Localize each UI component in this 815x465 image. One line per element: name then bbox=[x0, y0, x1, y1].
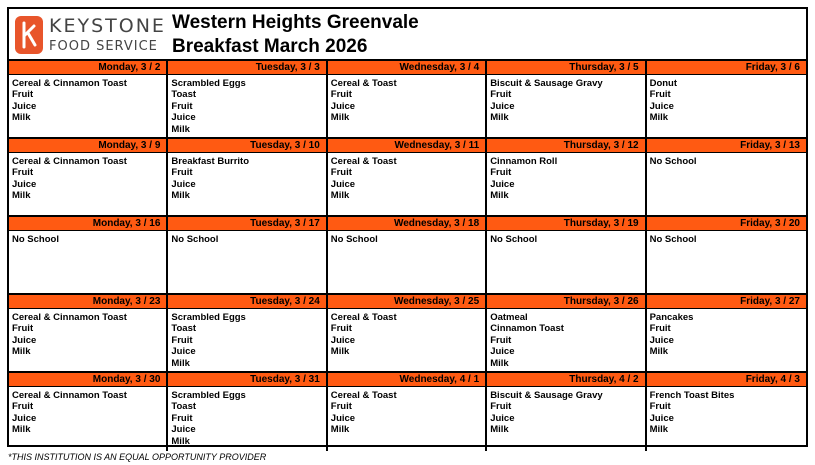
menu-item: Scrambled Eggs bbox=[171, 78, 246, 89]
day-cell bbox=[328, 217, 487, 295]
menu-item: Fruit bbox=[330, 323, 352, 335]
menu-item-list bbox=[168, 387, 325, 447]
day-header: Wednesday, 3 / 4 bbox=[328, 61, 485, 75]
day-cell bbox=[9, 61, 168, 139]
day-header: Tuesday, 3 / 10 bbox=[168, 139, 325, 153]
menu-item: No School bbox=[649, 234, 697, 245]
day-header: Tuesday, 3 / 3 bbox=[168, 61, 325, 75]
day-header: Thursday, 4 / 2 bbox=[487, 373, 644, 387]
menu-item: Fruit bbox=[649, 323, 671, 335]
menu-item: Milk bbox=[330, 424, 350, 436]
menu-item: Milk bbox=[171, 357, 190, 369]
menu-item: Milk bbox=[490, 112, 509, 124]
menu-item: Juice bbox=[490, 100, 515, 112]
menu-item: Juice bbox=[490, 412, 515, 424]
menu-item: Cereal & Toast bbox=[330, 156, 397, 167]
menu-item-list bbox=[9, 309, 166, 358]
menu-item: Juice bbox=[330, 100, 356, 112]
day-cell bbox=[328, 373, 487, 451]
day-header: Wednesday, 3 / 25 bbox=[328, 295, 485, 309]
menu-item-list bbox=[328, 231, 485, 245]
footer-disclaimer: *THIS INSTITUTION IS AN EQUAL OPPORTUNITY PROVIDER bbox=[8, 452, 267, 462]
menu-header bbox=[9, 9, 806, 61]
menu-item: Milk bbox=[171, 123, 190, 135]
menu-item: Cereal & Toast bbox=[330, 312, 397, 323]
menu-item: Juice bbox=[171, 346, 196, 358]
page-title bbox=[172, 11, 419, 59]
day-header: Friday, 3 / 27 bbox=[647, 295, 806, 309]
menu-item-list bbox=[168, 75, 325, 135]
menu-item: Toast bbox=[171, 323, 197, 335]
day-header: Friday, 4 / 3 bbox=[647, 373, 806, 387]
menu-item: Fruit bbox=[649, 401, 671, 413]
menu-item: Cinnamon Toast bbox=[490, 323, 564, 335]
menu-item: Cereal & Cinnamon Toast bbox=[12, 78, 127, 89]
keystone-logo bbox=[15, 14, 165, 56]
menu-item: Fruit bbox=[12, 401, 34, 413]
day-cell bbox=[487, 373, 646, 451]
day-cell bbox=[168, 61, 327, 139]
menu-item: Cinnamon Roll bbox=[490, 156, 558, 167]
day-header: Monday, 3 / 30 bbox=[9, 373, 166, 387]
menu-item: Oatmeal bbox=[490, 312, 528, 323]
menu-item-list bbox=[487, 309, 644, 369]
day-cell bbox=[487, 217, 646, 295]
menu-item: Cereal & Cinnamon Toast bbox=[12, 156, 127, 167]
menu-item-list bbox=[9, 153, 166, 202]
day-cell bbox=[328, 61, 487, 139]
day-cell bbox=[647, 217, 806, 295]
menu-item: Fruit bbox=[171, 100, 193, 112]
menu-item: Milk bbox=[171, 190, 190, 202]
menu-item-list bbox=[328, 387, 485, 436]
menu-item-list bbox=[168, 231, 325, 245]
menu-item: Cereal & Toast bbox=[330, 390, 397, 401]
menu-item: Juice bbox=[649, 334, 674, 346]
menu-item: Milk bbox=[649, 424, 669, 436]
menu-item-list bbox=[9, 75, 166, 124]
day-cell bbox=[9, 373, 168, 451]
menu-item: Juice bbox=[171, 178, 196, 190]
day-header: Friday, 3 / 20 bbox=[647, 217, 806, 231]
menu-item: Juice bbox=[330, 412, 356, 424]
menu-item: Fruit bbox=[490, 401, 512, 413]
menu-item: Fruit bbox=[490, 334, 512, 346]
day-header: Friday, 3 / 6 bbox=[647, 61, 806, 75]
menu-item-list bbox=[328, 75, 485, 124]
menu-item: Fruit bbox=[490, 89, 512, 101]
menu-item-list bbox=[487, 231, 644, 245]
menu-item: Milk bbox=[12, 190, 31, 202]
day-header: Wednesday, 3 / 11 bbox=[328, 139, 485, 153]
menu-item: Fruit bbox=[12, 167, 34, 179]
day-cell bbox=[9, 217, 168, 295]
menu-item: Milk bbox=[490, 190, 509, 202]
menu-calendar-grid bbox=[9, 61, 806, 451]
menu-item: Juice bbox=[12, 100, 37, 112]
day-header: Thursday, 3 / 26 bbox=[487, 295, 644, 309]
menu-item: Fruit bbox=[330, 167, 352, 179]
menu-sheet bbox=[7, 7, 808, 447]
menu-item: Milk bbox=[330, 112, 350, 124]
menu-item-list bbox=[487, 387, 644, 436]
day-cell bbox=[487, 139, 646, 217]
menu-item-list bbox=[647, 153, 806, 167]
day-header: Friday, 3 / 13 bbox=[647, 139, 806, 153]
day-cell bbox=[168, 139, 327, 217]
menu-item: Milk bbox=[490, 424, 509, 436]
menu-item: Juice bbox=[12, 178, 37, 190]
menu-item: Fruit bbox=[330, 89, 352, 101]
day-header: Monday, 3 / 9 bbox=[9, 139, 166, 153]
day-header: Monday, 3 / 23 bbox=[9, 295, 166, 309]
day-header: Thursday, 3 / 19 bbox=[487, 217, 644, 231]
day-header: Thursday, 3 / 5 bbox=[487, 61, 644, 75]
menu-item-list bbox=[647, 231, 806, 245]
menu-item: Milk bbox=[330, 190, 350, 202]
menu-item: Scrambled Eggs bbox=[171, 390, 246, 401]
menu-item: Juice bbox=[330, 178, 356, 190]
menu-item-list bbox=[487, 75, 644, 124]
day-header: Monday, 3 / 2 bbox=[9, 61, 166, 75]
menu-item-list bbox=[168, 153, 325, 202]
menu-item: No School bbox=[330, 234, 378, 245]
menu-item: Toast bbox=[171, 89, 197, 101]
day-header: Tuesday, 3 / 17 bbox=[168, 217, 325, 231]
menu-item: Biscuit & Sausage Gravy bbox=[490, 390, 603, 401]
menu-item: No School bbox=[649, 156, 697, 167]
menu-item: Donut bbox=[649, 78, 678, 89]
day-cell bbox=[647, 61, 806, 139]
day-cell bbox=[168, 295, 327, 373]
menu-item: Breakfast Burrito bbox=[171, 156, 249, 167]
menu-item: Milk bbox=[12, 346, 31, 358]
menu-item: No School bbox=[12, 234, 59, 245]
day-header: Tuesday, 3 / 24 bbox=[168, 295, 325, 309]
menu-item: Juice bbox=[12, 412, 37, 424]
menu-item: French Toast Bites bbox=[649, 390, 735, 401]
menu-item: Fruit bbox=[171, 334, 193, 346]
menu-item: Fruit bbox=[12, 89, 34, 101]
menu-item-list bbox=[9, 387, 166, 436]
menu-item: Cereal & Cinnamon Toast bbox=[12, 312, 127, 323]
menu-item: Cereal & Toast bbox=[330, 78, 397, 89]
day-cell bbox=[647, 295, 806, 373]
menu-item: No School bbox=[490, 234, 538, 245]
menu-item-list bbox=[328, 153, 485, 202]
menu-item: Juice bbox=[490, 346, 515, 358]
day-cell bbox=[328, 139, 487, 217]
menu-item: Juice bbox=[171, 112, 196, 124]
menu-item: Pancakes bbox=[649, 312, 694, 323]
day-cell bbox=[9, 139, 168, 217]
logo-wordmark-top: KEYSTONE bbox=[49, 15, 166, 37]
menu-item-list bbox=[168, 309, 325, 369]
menu-item: Fruit bbox=[649, 89, 671, 101]
day-header: Thursday, 3 / 12 bbox=[487, 139, 644, 153]
day-header: Monday, 3 / 16 bbox=[9, 217, 166, 231]
menu-item: Fruit bbox=[171, 167, 193, 179]
menu-item: Juice bbox=[330, 334, 356, 346]
menu-item: Fruit bbox=[12, 323, 34, 335]
menu-item: Milk bbox=[649, 112, 669, 124]
menu-item: Juice bbox=[649, 100, 674, 112]
menu-item: Juice bbox=[171, 424, 196, 436]
day-header: Wednesday, 3 / 18 bbox=[328, 217, 485, 231]
menu-item: Juice bbox=[490, 178, 515, 190]
menu-item-list bbox=[328, 309, 485, 358]
day-cell bbox=[487, 295, 646, 373]
menu-item-list bbox=[647, 75, 806, 124]
menu-item: Cereal & Cinnamon Toast bbox=[12, 390, 127, 401]
day-header: Wednesday, 4 / 1 bbox=[328, 373, 485, 387]
day-cell bbox=[647, 139, 806, 217]
menu-item: Milk bbox=[171, 435, 190, 447]
menu-item: Scrambled Eggs bbox=[171, 312, 246, 323]
menu-item-list bbox=[487, 153, 644, 202]
day-cell bbox=[487, 61, 646, 139]
menu-item: Biscuit & Sausage Gravy bbox=[490, 78, 603, 89]
menu-item-list bbox=[647, 309, 806, 358]
day-cell bbox=[9, 295, 168, 373]
menu-item: Toast bbox=[171, 401, 197, 413]
menu-item: Milk bbox=[12, 112, 31, 124]
menu-item: Milk bbox=[649, 346, 669, 358]
menu-item: Fruit bbox=[490, 167, 512, 179]
day-cell bbox=[168, 373, 327, 451]
menu-item: Juice bbox=[649, 412, 674, 424]
title-month: Breakfast March 2026 bbox=[172, 36, 368, 57]
title-school: Western Heights Greenvale bbox=[172, 12, 419, 33]
day-cell bbox=[168, 217, 327, 295]
menu-item: No School bbox=[171, 234, 219, 245]
day-header: Tuesday, 3 / 31 bbox=[168, 373, 325, 387]
menu-item: Milk bbox=[12, 424, 31, 436]
day-cell bbox=[328, 295, 487, 373]
menu-item: Juice bbox=[12, 334, 37, 346]
keystone-k-icon bbox=[15, 16, 43, 54]
menu-item: Fruit bbox=[171, 412, 193, 424]
menu-item: Milk bbox=[330, 346, 350, 358]
menu-item: Fruit bbox=[330, 401, 352, 413]
day-cell bbox=[647, 373, 806, 451]
logo-wordmark-bottom: FOOD SERVICE bbox=[49, 39, 158, 54]
menu-item-list bbox=[9, 231, 166, 245]
menu-item-list bbox=[647, 387, 806, 436]
menu-item: Milk bbox=[490, 357, 509, 369]
